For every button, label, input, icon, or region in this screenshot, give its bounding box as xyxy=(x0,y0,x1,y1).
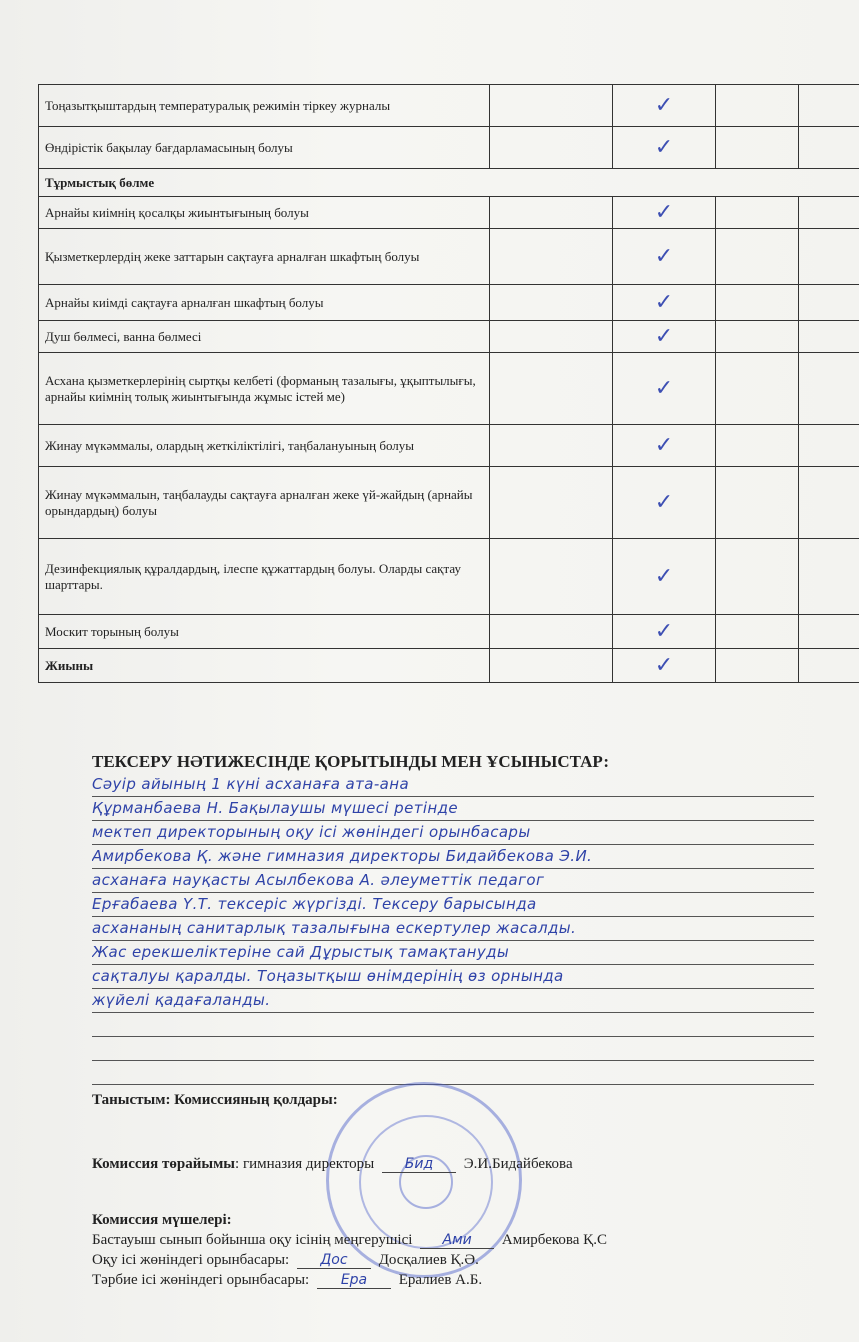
member-position: Тәрбие ісі жөніндегі орынбасары: xyxy=(92,1272,310,1288)
empty-cell xyxy=(490,127,613,169)
members-title: Комиссия мүшелері: xyxy=(92,1212,232,1228)
table-row xyxy=(39,285,859,321)
empty-cell xyxy=(490,197,613,229)
empty-cell xyxy=(716,539,799,615)
chair-name: Э.И.Бидайбекова xyxy=(463,1156,573,1172)
handwritten-line: асхананың санитарлық тазалығына ескертулер жасалды. xyxy=(92,917,814,941)
table-row xyxy=(39,127,859,169)
empty-cell xyxy=(716,615,799,649)
check-mark: ✓ xyxy=(613,539,716,615)
handwritten-line xyxy=(92,1037,814,1061)
empty-cell xyxy=(716,425,799,467)
empty-cell xyxy=(490,425,613,467)
empty-cell xyxy=(716,467,799,539)
table-row xyxy=(39,467,859,539)
check-mark: ✓ xyxy=(613,615,716,649)
member-name: Амирбекова Қ.С xyxy=(501,1232,607,1248)
handwritten-line: Құрманбаева Н. Бақылаушы мүшесі ретінде xyxy=(92,797,814,821)
empty-cell xyxy=(716,321,799,353)
inspection-checklist-table xyxy=(38,84,859,683)
row-label: Асхана қызметкерлерінің сыртқы келбеті (форманың тазалығы, ұқыптылығы, арнайы киімнің толық жиынтығында жұмыс істей ме) xyxy=(39,353,490,425)
empty-cell xyxy=(490,229,613,285)
check-mark: ✓ xyxy=(613,229,716,285)
row-label: Тұрмыстық бөлме xyxy=(39,169,859,197)
table-row xyxy=(39,353,859,425)
member-line xyxy=(92,1252,479,1269)
empty-cell xyxy=(490,615,613,649)
chair-position: : гимназия директоры xyxy=(235,1156,375,1172)
empty-cell xyxy=(799,425,859,467)
empty-cell xyxy=(799,85,859,127)
empty-cell xyxy=(799,285,859,321)
row-label: Жиыны xyxy=(39,649,490,683)
empty-cell xyxy=(490,85,613,127)
table-row xyxy=(39,229,859,285)
conclusion-handwritten-lines xyxy=(92,773,814,1085)
familiar-label: Таныстым: Комиссияның қолдары: xyxy=(92,1092,338,1108)
check-mark: ✓ xyxy=(613,467,716,539)
member-line xyxy=(92,1272,482,1289)
conclusion-heading: ТЕКСЕРУ НӘТИЖЕСІНДЕ ҚОРЫТЫНДЫ МЕН ҰСЫНЫСТАР: xyxy=(92,752,610,771)
handwritten-line: асханаға науқасты Асылбекова А. әлеуметтік педагог xyxy=(92,869,814,893)
empty-cell xyxy=(490,467,613,539)
empty-cell xyxy=(716,285,799,321)
row-label: Жинау мүкәммалы, олардың жеткіліктілігі, таңбалануының болуы xyxy=(39,425,490,467)
member-signature: Дос xyxy=(297,1252,371,1269)
empty-cell xyxy=(716,229,799,285)
empty-cell xyxy=(799,615,859,649)
empty-cell xyxy=(799,127,859,169)
handwritten-line: сақталуы қаралды. Тоңазытқыш өнімдерінің өз орнында xyxy=(92,965,814,989)
check-mark: ✓ xyxy=(613,649,716,683)
handwritten-line: Жас ерекшеліктеріне сай Дұрыстық тамақтануды xyxy=(92,941,814,965)
handwritten-line: Амирбекова Қ. және гимназия директоры Бидайбекова Э.И. xyxy=(92,845,814,869)
row-label: Душ бөлмесі, ванна бөлмесі xyxy=(39,321,490,353)
table-row xyxy=(39,425,859,467)
empty-cell xyxy=(490,353,613,425)
empty-cell xyxy=(716,127,799,169)
table-row xyxy=(39,197,859,229)
empty-cell xyxy=(490,539,613,615)
check-mark: ✓ xyxy=(613,353,716,425)
empty-cell xyxy=(716,197,799,229)
member-name: Досқалиев Қ.Ә. xyxy=(378,1252,479,1268)
empty-cell xyxy=(716,353,799,425)
table-row xyxy=(39,85,859,127)
row-label: Тоңазытқыштардың температуралық режимін тіркеу журналы xyxy=(39,85,490,127)
chair-signature: Бид xyxy=(382,1156,456,1173)
empty-cell xyxy=(490,321,613,353)
row-label: Жинау мүкәммалын, таңбалауды сақтауға арналған жеке үй-жайдың (арнайы орындардың) болуы xyxy=(39,467,490,539)
row-label: Өндірістік бақылау бағдарламасының болуы xyxy=(39,127,490,169)
empty-cell xyxy=(490,285,613,321)
empty-cell xyxy=(799,353,859,425)
member-name: Ералиев А.Б. xyxy=(398,1272,483,1288)
empty-cell xyxy=(490,649,613,683)
handwritten-line: Сәуір айының 1 күні асханаға ата-ана xyxy=(92,773,814,797)
handwritten-line: мектеп директорының оқу ісі жөніндегі орынбасары xyxy=(92,821,814,845)
member-position: Бастауыш сынып бойынша оқу ісінің меңгерушісі xyxy=(92,1232,413,1248)
empty-cell xyxy=(799,539,859,615)
row-label: Москит торының болуы xyxy=(39,615,490,649)
check-mark: ✓ xyxy=(613,321,716,353)
table-section-row xyxy=(39,649,859,683)
check-mark: ✓ xyxy=(613,85,716,127)
empty-cell xyxy=(716,85,799,127)
table-row xyxy=(39,321,859,353)
empty-cell xyxy=(799,229,859,285)
table-row xyxy=(39,539,859,615)
check-mark: ✓ xyxy=(613,285,716,321)
empty-cell xyxy=(799,649,859,683)
chair-line xyxy=(92,1156,573,1173)
chair-label: Комиссия төрайымы xyxy=(92,1156,236,1172)
row-label: Қызметкерлердің жеке заттарын сақтауға арналған шкафтың болуы xyxy=(39,229,490,285)
empty-cell xyxy=(799,321,859,353)
check-mark: ✓ xyxy=(613,197,716,229)
row-label: Арнайы киімнің қосалқы жиынтығының болуы xyxy=(39,197,490,229)
handwritten-line: Ерғабаева Ү.Т. тексеріс жүргізді. Тексеру барысында xyxy=(92,893,814,917)
empty-cell xyxy=(799,467,859,539)
table-section-row xyxy=(39,169,859,197)
handwritten-line xyxy=(92,1061,814,1085)
check-mark: ✓ xyxy=(613,425,716,467)
member-line xyxy=(92,1232,607,1249)
empty-cell xyxy=(716,649,799,683)
handwritten-line: жүйелі қадағаланды. xyxy=(92,989,814,1013)
check-mark: ✓ xyxy=(613,127,716,169)
row-label: Арнайы киімді сақтауға арналған шкафтың болуы xyxy=(39,285,490,321)
member-signature: Ами xyxy=(420,1232,494,1249)
table-row xyxy=(39,615,859,649)
handwritten-line xyxy=(92,1013,814,1037)
member-signature: Ера xyxy=(317,1272,391,1289)
member-position: Оқу ісі жөніндегі орынбасары: xyxy=(92,1252,290,1268)
empty-cell xyxy=(799,197,859,229)
row-label: Дезинфекциялық құралдардың, ілеспе құжаттардың болуы. Оларды сақтау шарттары. xyxy=(39,539,490,615)
